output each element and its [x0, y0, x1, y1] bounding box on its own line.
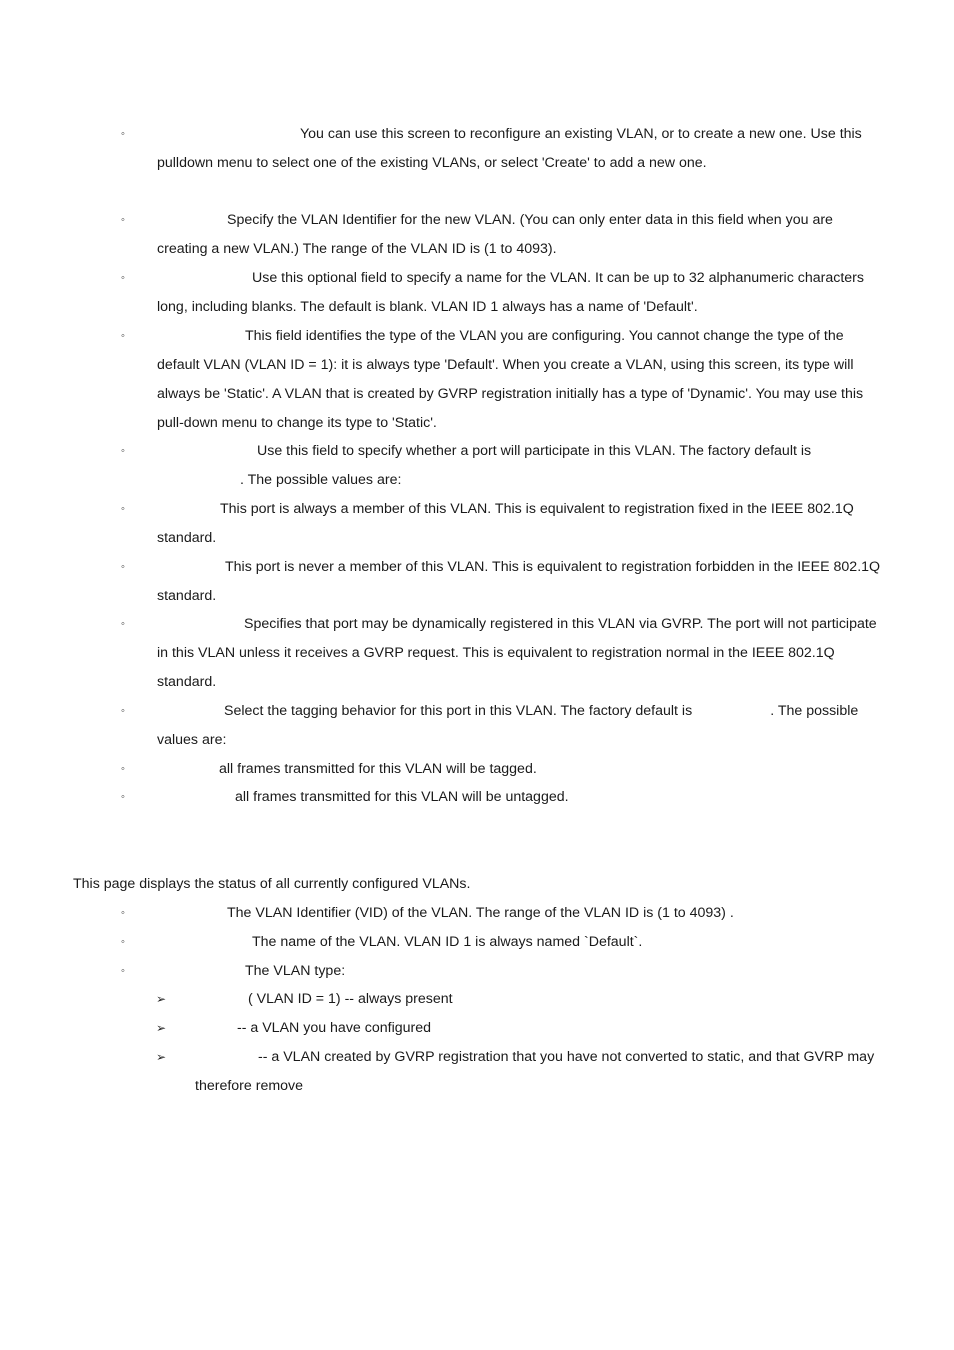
exclude-description: This port is never a member of this VLAN. This is equivalent to registration forbidden in the IEEE 802.1Q standard. [157, 559, 881, 604]
vlan-id-description: Specify the VLAN Identifier for the new VLAN. (You can only enter data in this field when you are creating a new VLAN.) The range of the VLAN ID is (1 to 4093). [157, 212, 833, 257]
autodetect-description: Specifies that port may be dynamically registered in this VLAN via GVRP. The port will not participate in this VLAN unless it receives a GVRP request. This is equivalent to registration normal in the IEEE 802.1Q standard. [157, 616, 877, 690]
status-vlan-id-description: The VLAN Identifier (VID) of the VLAN. The range of the VLAN ID is (1 to 4093) . [227, 905, 734, 921]
bullet-icon: ◦ [121, 214, 125, 226]
bullet-icon: ◦ [121, 272, 125, 284]
participation-description: Use this field to specify whether a port will participate in this VLAN. The factory default is . The possible values are: [240, 443, 812, 488]
vlan-name-description: Use this optional field to specify a name for the VLAN. It can be up to 32 alphanumeric characters long, including blanks. The default is blank. VLAN ID 1 always has a name of 'Default'. [157, 270, 864, 315]
arrow-bullet-icon: ➢ [156, 992, 167, 1006]
bullet-icon: ◦ [121, 445, 125, 457]
bullet-icon: ◦ [121, 907, 125, 919]
bullet-icon: ◦ [121, 763, 125, 775]
type-dynamic-description: -- a VLAN created by GVRP registration that you have not converted to static, and that GVRP may therefore remove [195, 1049, 875, 1094]
status-vlan-type-description: The VLAN type: [245, 963, 346, 979]
untagged-description: all frames transmitted for this VLAN will be untagged. [235, 789, 569, 805]
arrow-bullet-icon: ➢ [156, 1050, 167, 1064]
tagging-description: Select the tagging behavior for this port in this VLAN. The factory default is . The possible values are: [157, 703, 859, 748]
bullet-icon: ◦ [121, 128, 125, 140]
vlan-id-create-description: You can use this screen to reconfigure an existing VLAN, or to create a new one. Use this pulldown menu to select one of the existing VLANs, or select 'Create' to add a new one. [157, 126, 862, 171]
bullet-icon: ◦ [121, 936, 125, 948]
arrow-bullet-icon: ➢ [156, 1021, 167, 1035]
type-static-description: -- a VLAN you have configured [237, 1020, 432, 1036]
bullet-icon: ◦ [121, 791, 125, 803]
bullet-icon: ◦ [121, 330, 125, 342]
type-default-description: ( VLAN ID = 1) -- always present [248, 991, 453, 1007]
vlan-type-description: This field identifies the type of the VLAN you are configuring. You cannot change the type of the default VLAN (VLAN ID = 1): it is always type 'Default'. When you create a VLAN, using this screen, its type will always be 'Static'. A VLAN that is created by GVRP registration initially has a type of 'Dynamic'. You may use this pull-down menu to change its type to 'Static'. [157, 328, 864, 431]
include-description: This port is always a member of this VLAN. This is equivalent to registration fixed in the IEEE 802.1Q standard. [157, 501, 854, 546]
status-vlan-name-description: The name of the VLAN. VLAN ID 1 is always named `Default`. [252, 934, 643, 950]
tagged-description: all frames transmitted for this VLAN will be tagged. [219, 761, 537, 777]
bullet-icon: ◦ [121, 705, 125, 717]
bullet-icon: ◦ [121, 965, 125, 977]
bullet-icon: ◦ [121, 561, 125, 573]
bullet-icon: ◦ [121, 618, 125, 630]
status-intro: This page displays the status of all currently configured VLANs. [73, 876, 471, 892]
bullet-icon: ◦ [121, 503, 125, 515]
